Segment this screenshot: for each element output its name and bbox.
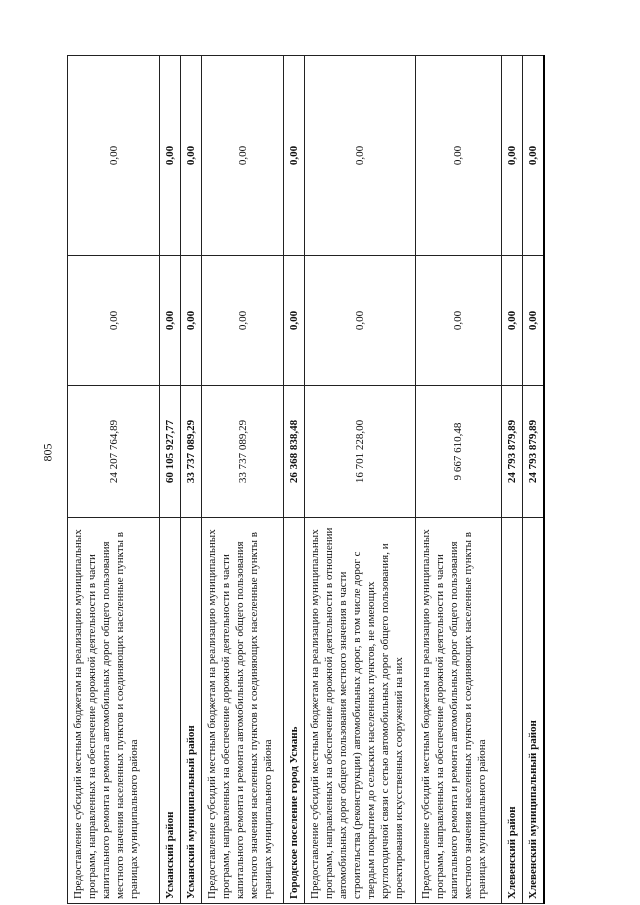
row-value-1: 16 701 228,00 — [305, 386, 415, 518]
row-value-2: 0,00 — [202, 256, 284, 386]
row-description: Хлевенский район — [501, 518, 522, 904]
row-description: Предоставление субсидий местным бюджетам на реализацию муниципальных программ, направленных на обеспечение дорожной деятельности в части капитального ремонта и ремонта автомобильных дорог общего пользования местного значения населенных пунктов и соединяющих населенные пункты в границах муниципального района — [415, 518, 501, 904]
row-value-2: 0,00 — [284, 256, 305, 386]
row-value-2: 0,00 — [415, 256, 501, 386]
table-row — [202, 56, 284, 904]
row-value-3: 0,00 — [284, 56, 305, 256]
rotated-table-wrapper — [67, 56, 545, 904]
table-row — [284, 56, 305, 904]
row-value-2: 0,00 — [181, 256, 202, 386]
row-value-3: 0,00 — [202, 56, 284, 256]
table-row — [522, 56, 544, 904]
row-value-2: 0,00 — [522, 256, 544, 386]
row-description: Предоставление субсидий местным бюджетам на реализацию муниципальных программ, направленных на обеспечение дорожной деятельности в отношении автомобильных дорог общего пользования местного значения в части строительства (реконструкции) автомобильных дорог, в том числе дорог с твердым покрытием до сельских населенных пунктов, не имеющих круглогодичной связи с сетью автомобильных дорог общего пользования, и проектирования искусственных сооружений на них — [305, 518, 415, 904]
row-value-2: 0,00 — [501, 256, 522, 386]
row-value-3: 0,00 — [522, 56, 544, 256]
row-value-1: 24 793 879,89 — [501, 386, 522, 518]
table-row — [68, 56, 160, 904]
row-value-3: 0,00 — [181, 56, 202, 256]
table-row — [160, 56, 181, 904]
row-description: Городское поселение город Усмань — [284, 518, 305, 904]
subsidy-table — [67, 55, 545, 904]
row-value-3: 0,00 — [305, 56, 415, 256]
row-description: Усманский муниципальный район — [181, 518, 202, 904]
row-value-1: 24 793 879,89 — [522, 386, 544, 518]
row-value-1: 24 207 764,89 — [68, 386, 160, 518]
table-row — [501, 56, 522, 904]
row-value-2: 0,00 — [68, 256, 160, 386]
page-number: 805 — [40, 443, 55, 462]
table-row — [305, 56, 415, 904]
table-row — [415, 56, 501, 904]
table-row — [181, 56, 202, 904]
row-value-1: 60 105 927,77 — [160, 386, 181, 518]
row-value-1: 33 737 089,29 — [181, 386, 202, 518]
row-value-1: 33 737 089,29 — [202, 386, 284, 518]
row-value-1: 26 368 838,48 — [284, 386, 305, 518]
row-description: Предоставление субсидий местным бюджетам на реализацию муниципальных программ, направленных на обеспечение дорожной деятельности в части капитального ремонта и ремонта автомобильных дорог общего пользования местного значения населенных пунктов и соединяющих населенные пункты в границах муниципального района — [202, 518, 284, 904]
row-value-3: 0,00 — [501, 56, 522, 256]
row-value-2: 0,00 — [160, 256, 181, 386]
row-value-3: 0,00 — [415, 56, 501, 256]
row-description: Хлевенский муниципальный район — [522, 518, 544, 904]
row-description: Усманский район — [160, 518, 181, 904]
row-value-3: 0,00 — [68, 56, 160, 256]
row-value-3: 0,00 — [160, 56, 181, 256]
row-description: Предоставление субсидий местным бюджетам на реализацию муниципальных программ, направленных на обеспечение дорожной деятельности в части капитального ремонта и ремонта автомобильных дорог общего пользования местного значения населенных пунктов и соединяющих населенные пункты в границах муниципального района — [68, 518, 160, 904]
row-value-1: 9 667 610,48 — [415, 386, 501, 518]
row-value-2: 0,00 — [305, 256, 415, 386]
